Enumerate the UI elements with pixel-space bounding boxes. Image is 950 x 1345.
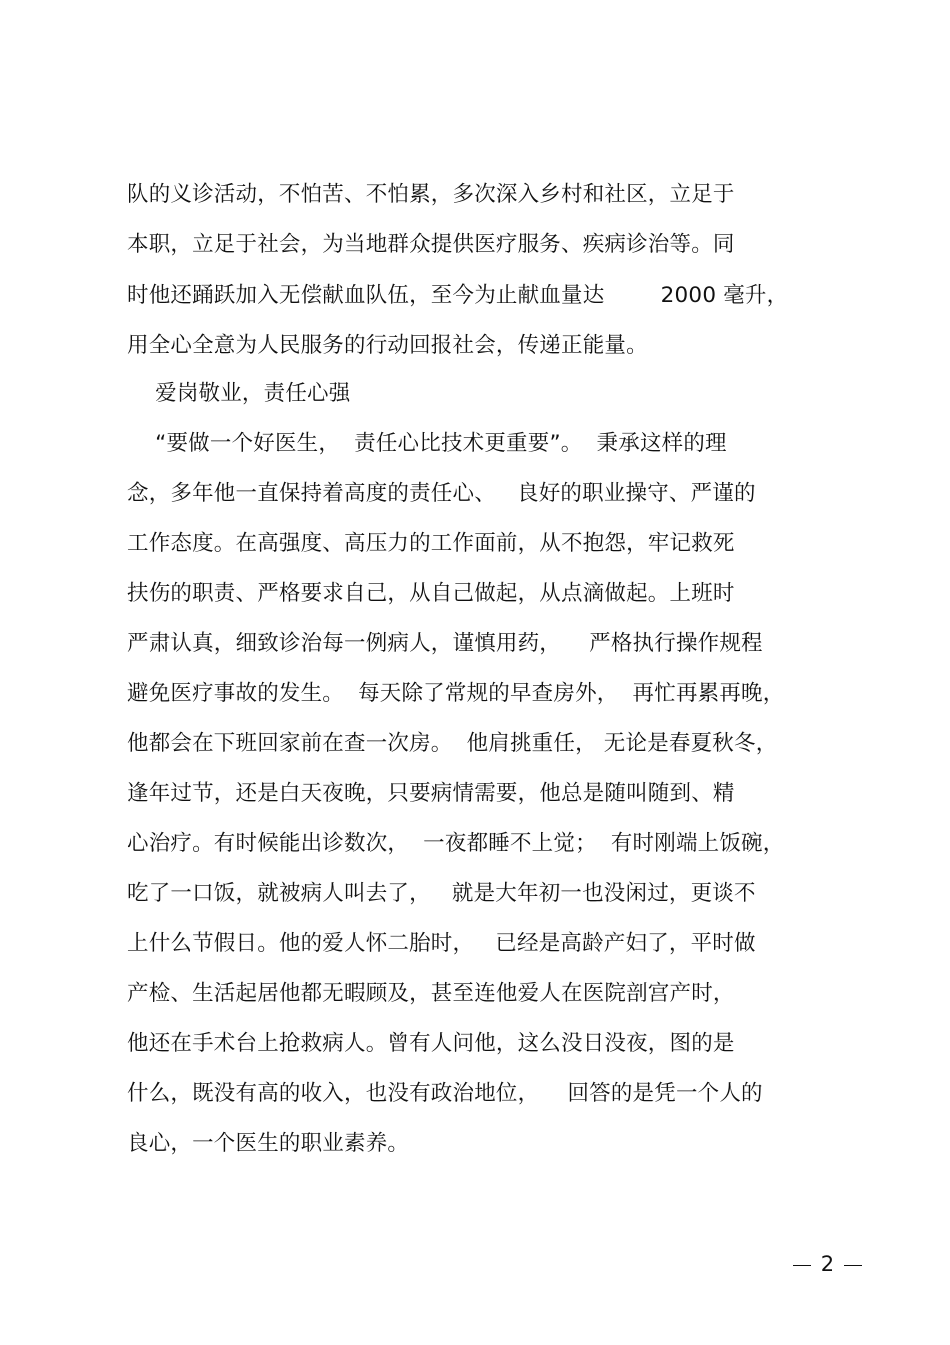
text-line: 良心，一个医生的职业素养。 bbox=[127, 1131, 410, 1156]
text-line: 避免医疗事故的发生。 每天除了常规的早查房外， 再忙再累再晚， bbox=[127, 681, 785, 706]
footer-dash-right bbox=[844, 1265, 862, 1266]
text-line: 用全心全意为人民服务的行动回报社会，传递正能量。 bbox=[127, 333, 648, 358]
footer-dash-left bbox=[793, 1265, 811, 1266]
text-line: 队的义诊活动，不怕苦、不怕累，多次深入乡村和社区，立足于 bbox=[127, 182, 735, 207]
text-line: 逢年过节，还是白天夜晚，只要病情需要，他总是随叫随到、精 bbox=[127, 781, 735, 806]
page-footer bbox=[756, 1222, 872, 1306]
text-line: 上什么节假日。他的爱人怀二胎时， 已经是高龄产妇了，平时做 bbox=[127, 931, 756, 956]
text-line: 吃了一口饭，就被病人叫去了， 就是大年初一也没闲过，更谈不 bbox=[127, 881, 756, 906]
page-number: 2 bbox=[820, 1252, 835, 1276]
text-line: 时他还踊跃加入无偿献血队伍，至今为止献血量达 2000 毫升， bbox=[127, 283, 789, 308]
section-heading: 爱岗敬业，责任心强 bbox=[127, 381, 351, 406]
text-line: 他都会在下班回家前在查一次房。 他肩挑重任， 无论是春夏秋冬， bbox=[127, 731, 778, 756]
text-line: 什么，既没有高的收入，也没有政治地位， 回答的是凭一个人的 bbox=[127, 1081, 763, 1106]
text-line: 工作态度。在高强度、高压力的工作面前，从不抱怨，牢记救死 bbox=[127, 531, 735, 556]
text-line: 他还在手术台上抢救病人。曾有人问他，这么没日没夜，图的是 bbox=[127, 1031, 735, 1056]
text-line: 念，多年他一直保持着高度的责任心、 良好的职业操守、严谨的 bbox=[127, 481, 756, 506]
text-line: 产检、生活起居他都无暇顾及，甚至连他爱人在医院剖宫产时， bbox=[127, 981, 735, 1006]
text-line: 严肃认真，细致诊治每一例病人，谨慎用药， 严格执行操作规程 bbox=[127, 631, 763, 656]
text-line: 本职，立足于社会，为当地群众提供医疗服务、疾病诊治等。同 bbox=[127, 232, 735, 257]
text-line: 扶伤的职责、严格要求自己，从自己做起，从点滴做起。上班时 bbox=[127, 581, 735, 606]
text-line: “要做一个好医生， 责任心比技术更重要”。 秉承这样的理 bbox=[127, 431, 727, 456]
text-line: 心治疗。有时候能出诊数次， 一夜都睡不上觉； 有时刚端上饭碗， bbox=[127, 831, 785, 856]
